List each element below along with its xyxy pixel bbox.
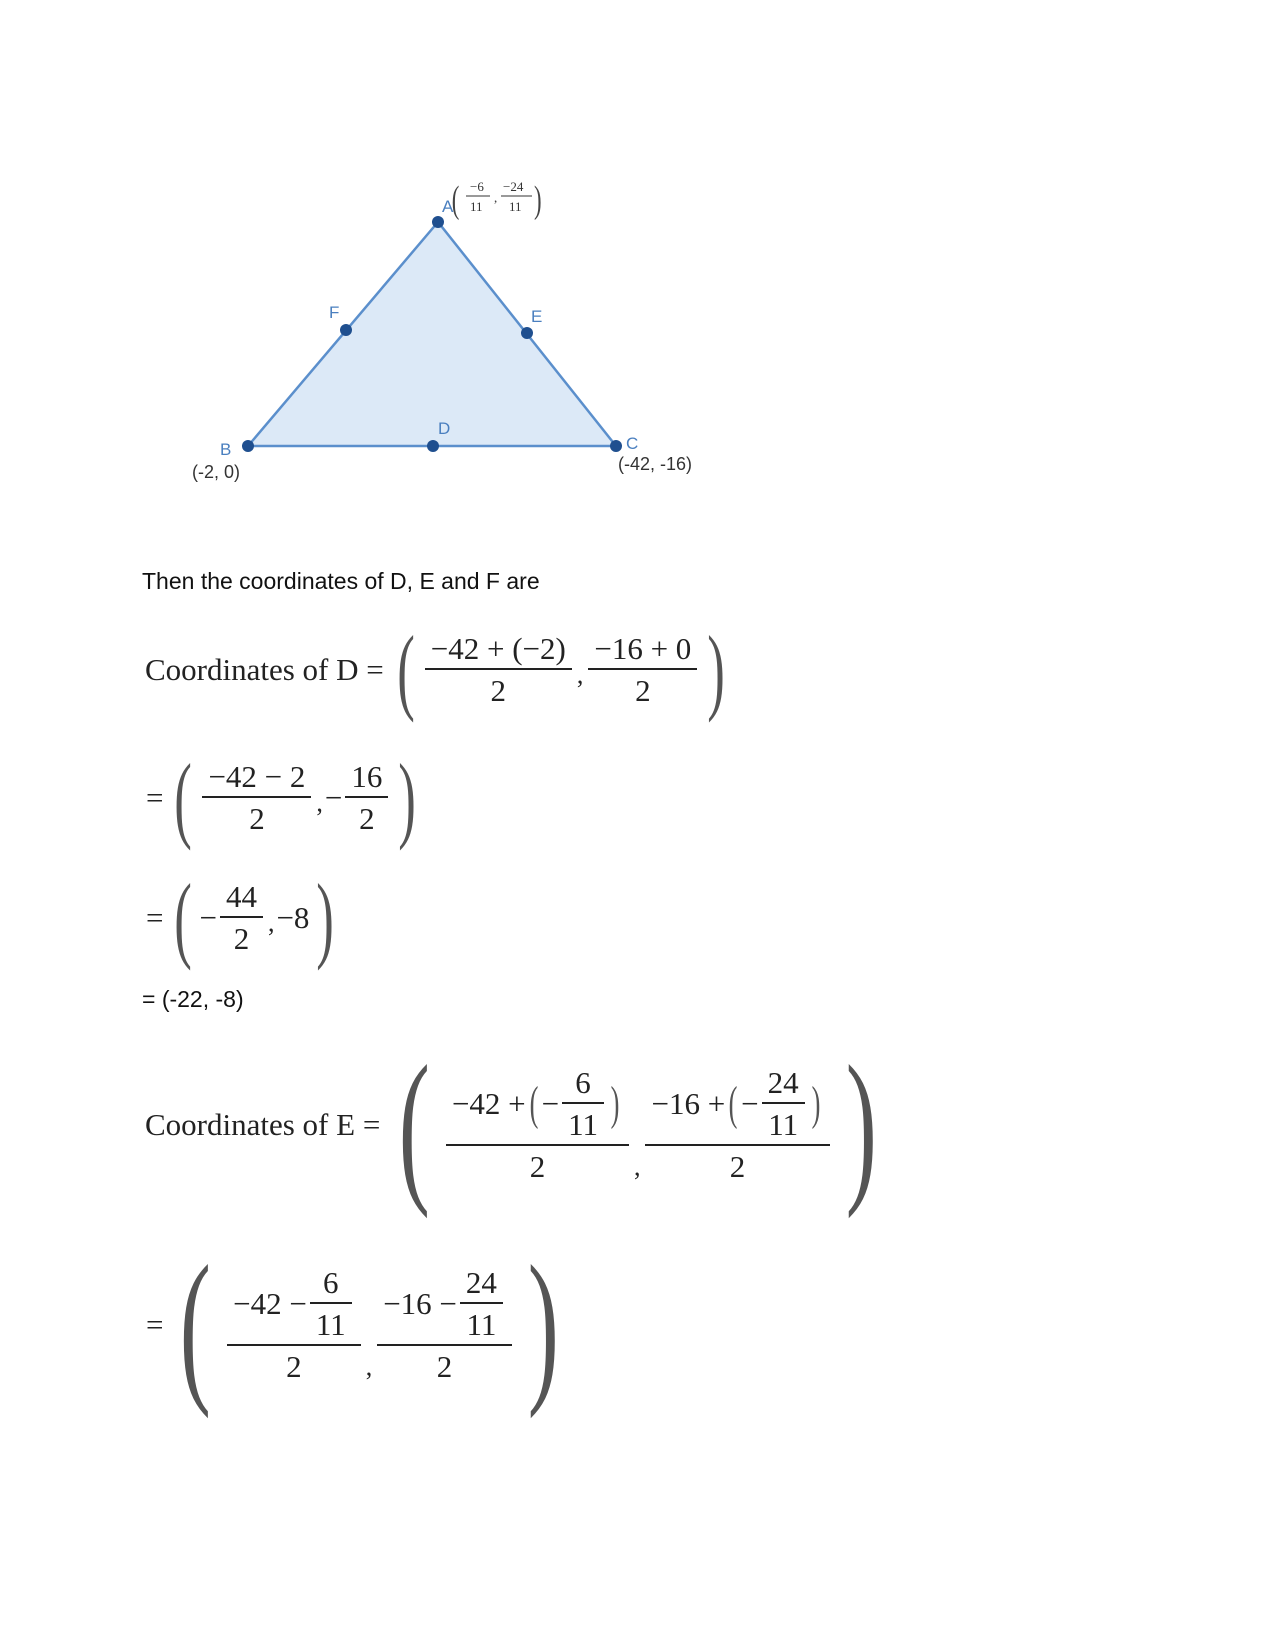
e2-x-in-den: 11: [310, 1302, 352, 1342]
triangle-figure: [0, 0, 1275, 560]
coord-a-x-den: 11: [470, 199, 483, 214]
coord-a: [452, 178, 542, 220]
e2-x-den: 2: [227, 1344, 361, 1384]
e1-y-lead: −16 +: [651, 1085, 726, 1121]
coord-b: (-2, 0): [192, 462, 241, 482]
coord-a-y-den: 11: [509, 199, 522, 214]
triangle-abc: [248, 222, 616, 446]
label-f: F: [329, 303, 340, 322]
label-e: E: [531, 307, 543, 326]
svg-text:,: ,: [494, 190, 498, 205]
d1-x-den: 2: [425, 668, 572, 708]
point-c: [610, 440, 622, 452]
e1-x-in-sign: −: [541, 1085, 560, 1121]
e1-x-in-den: 11: [562, 1102, 604, 1142]
d2-x-den: 2: [202, 796, 311, 836]
e1-y-den: 2: [645, 1144, 829, 1184]
e1-y-in-den: 11: [762, 1102, 805, 1142]
point-d: [427, 440, 439, 452]
d2-y-sign: −: [324, 780, 343, 815]
coord-a-x-num: −6: [470, 179, 484, 194]
d1-y-den: 2: [588, 668, 697, 708]
point-a: [432, 216, 444, 228]
point-e: [521, 327, 533, 339]
d3-y: −8: [276, 900, 310, 935]
svg-text:(: (: [451, 178, 460, 221]
intro-text: Then the coordinates of D, E and F are: [142, 568, 540, 594]
e2-y-den: 2: [377, 1344, 512, 1384]
e1-x-in-num: 6: [575, 1064, 591, 1100]
eq-e-1: Coordinates of E = ( −42 + ( − $\frac{6}{11}$ ) 2 , −16 + ( − $\frac{24}{11}$ ) 2 ): [145, 1031, 877, 1219]
label-a: A: [442, 197, 454, 216]
e2-x-in-num: 6: [323, 1264, 339, 1300]
label-c: C: [626, 434, 639, 453]
eq-e-2: = ( −42 − $\frac{6}{11}$ 2 , −16 − $\frac{24}{11}$ 2 ): [146, 1231, 559, 1419]
label-b: B: [220, 440, 232, 459]
eq-d-1: Coordinates of D = ( $\frac{-42 + (-2)}{2}$ , $\frac{-16 + 0}{2}$ ): [145, 616, 726, 723]
e2-x-lead: −42 −: [233, 1285, 307, 1321]
e2-y-in-den: 11: [460, 1302, 503, 1342]
eq-d-2: = ( $\frac{-42 - 2}{2}$ , − $\frac{16}{2}$ ): [146, 744, 417, 851]
d2-x-num: −42 − 2: [208, 758, 306, 794]
d-title: Coordinates of D =: [145, 652, 384, 687]
e1-x-den: 2: [446, 1144, 629, 1184]
e1-y-in-sign: −: [741, 1085, 759, 1121]
d3-x-num: 44: [225, 878, 257, 914]
d3-x-den: 2: [220, 916, 263, 956]
coord-a-y-num: −24: [503, 179, 524, 194]
d2-y-num: 16: [351, 758, 383, 794]
coord-c: (-42, -16): [618, 454, 693, 474]
d1-x-num: −42 + (−2): [430, 630, 566, 666]
e2-y-in-num: 24: [465, 1264, 497, 1300]
svg-text:): ): [534, 178, 542, 221]
point-f: [340, 324, 352, 336]
d-result-text: = (-22, -8): [142, 986, 244, 1012]
d3-x-sign: −: [199, 900, 217, 935]
e1-y-in-num: 24: [767, 1064, 799, 1100]
d2-y-den: 2: [345, 796, 388, 836]
label-d: D: [438, 419, 451, 438]
eq-d-3: = ( − $\frac{44}{2}$ , −8 ): [146, 864, 335, 971]
e2-y-lead: −16 −: [383, 1285, 457, 1321]
e-title: Coordinates of E =: [145, 1107, 381, 1142]
e1-x-lead: −42 +: [451, 1085, 526, 1121]
d1-y-num: −16 + 0: [594, 630, 692, 666]
point-b: [242, 440, 254, 452]
